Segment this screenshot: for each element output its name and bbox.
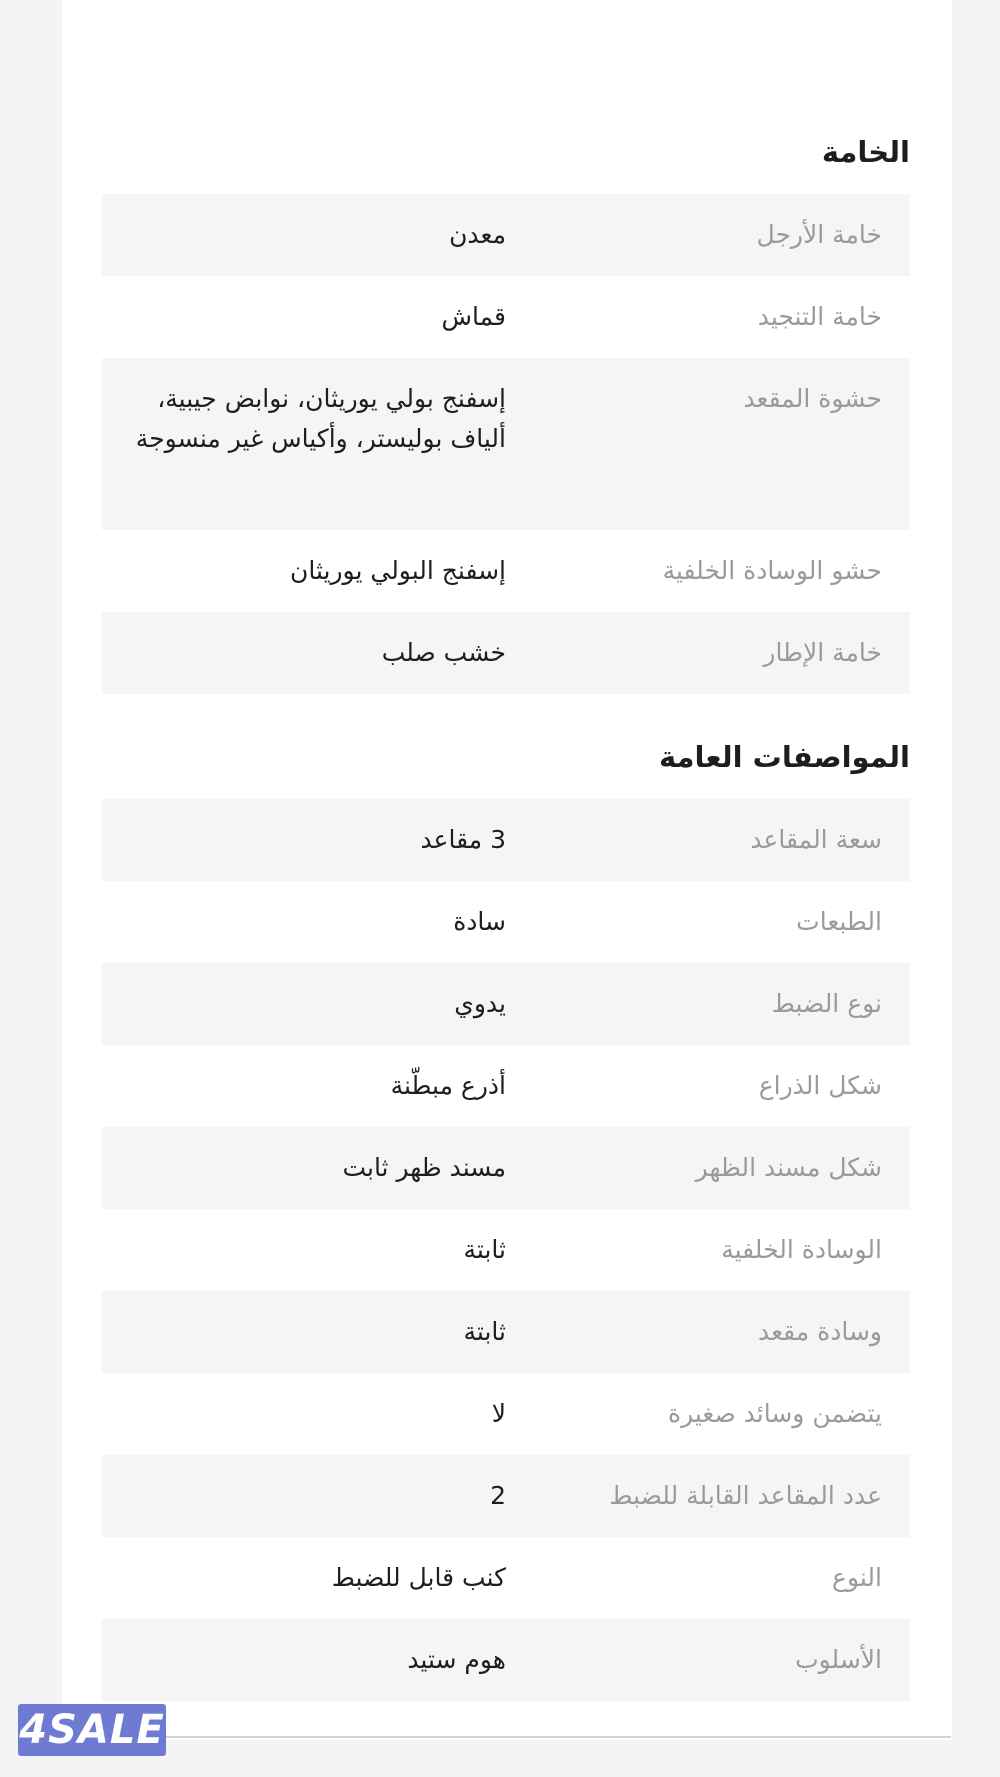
- bottom-divider: [165, 1736, 951, 1738]
- row-value: خشب صلب: [381, 638, 506, 667]
- 4sale-logo: [18, 1704, 166, 1756]
- row-label: الوسادة الخلفية: [721, 1235, 882, 1264]
- table-row: [102, 1619, 910, 1701]
- row-label: شكل الذراع: [758, 1071, 882, 1100]
- table-row: [102, 963, 910, 1045]
- row-label: خامة الأرجل: [756, 220, 882, 249]
- row-value: إسفنج البولي يوريثان: [289, 556, 506, 585]
- row-label: النوع: [832, 1563, 882, 1592]
- row-value: 2: [490, 1481, 506, 1510]
- table-row: [102, 1537, 910, 1619]
- row-label: خامة الإطار: [763, 638, 882, 667]
- row-label: وسادة مقعد: [757, 1317, 882, 1346]
- row-value: ثابتة: [463, 1317, 506, 1346]
- row-label: الأسلوب: [795, 1645, 882, 1674]
- row-value: كنب قابل للضبط: [331, 1563, 506, 1592]
- row-label: نوع الضبط: [771, 989, 882, 1018]
- row-value: لا: [491, 1399, 506, 1428]
- row-label: حشوة المقعد: [743, 384, 882, 413]
- row-label: حشو الوسادة الخلفية: [662, 556, 882, 585]
- row-value: قماش: [441, 302, 506, 331]
- row-value: سادة: [453, 907, 506, 936]
- row-value: 3 مقاعد: [420, 825, 506, 854]
- section-title-general-specs: المواصفات العامة: [658, 740, 910, 774]
- table-row: [102, 612, 910, 694]
- table-row: [102, 881, 910, 963]
- row-label: الطبعات: [796, 907, 882, 936]
- table-row: [102, 1455, 910, 1537]
- row-label: يتضمن وسائد صغيرة: [667, 1399, 882, 1428]
- row-value: مسند ظهر ثابت: [342, 1153, 506, 1182]
- table-row: [102, 530, 910, 612]
- table-row: [102, 1045, 910, 1127]
- table-row: [102, 358, 910, 530]
- table-row: [102, 1291, 910, 1373]
- row-value: هوم ستيد: [407, 1645, 506, 1674]
- row-value: يدوي: [454, 989, 506, 1018]
- table-row: [102, 276, 910, 358]
- table-row: [102, 1127, 910, 1209]
- row-label: عدد المقاعد القابلة للضبط: [609, 1481, 882, 1510]
- row-label: خامة التنجيد: [757, 302, 882, 331]
- material-table: [102, 194, 910, 694]
- section-title-material: الخامة: [821, 135, 910, 169]
- row-label: شكل مسند الظهر: [695, 1153, 882, 1182]
- table-row: [102, 194, 910, 276]
- row-value: معدن: [449, 220, 506, 249]
- table-row: [102, 1209, 910, 1291]
- row-label: سعة المقاعد: [750, 825, 882, 854]
- table-row: [102, 799, 910, 881]
- logo-text: 4SALE: [19, 1707, 165, 1753]
- row-value: إسفنج بولي يوريثان، نوابض جيبية، ألياف بوليستر، وأكياس غير منسوجة: [135, 384, 506, 453]
- table-row: [102, 1373, 910, 1455]
- general-specs-table: [102, 799, 910, 1701]
- row-value: أذرع مبطّنة: [390, 1071, 506, 1100]
- row-value: ثابتة: [463, 1235, 506, 1264]
